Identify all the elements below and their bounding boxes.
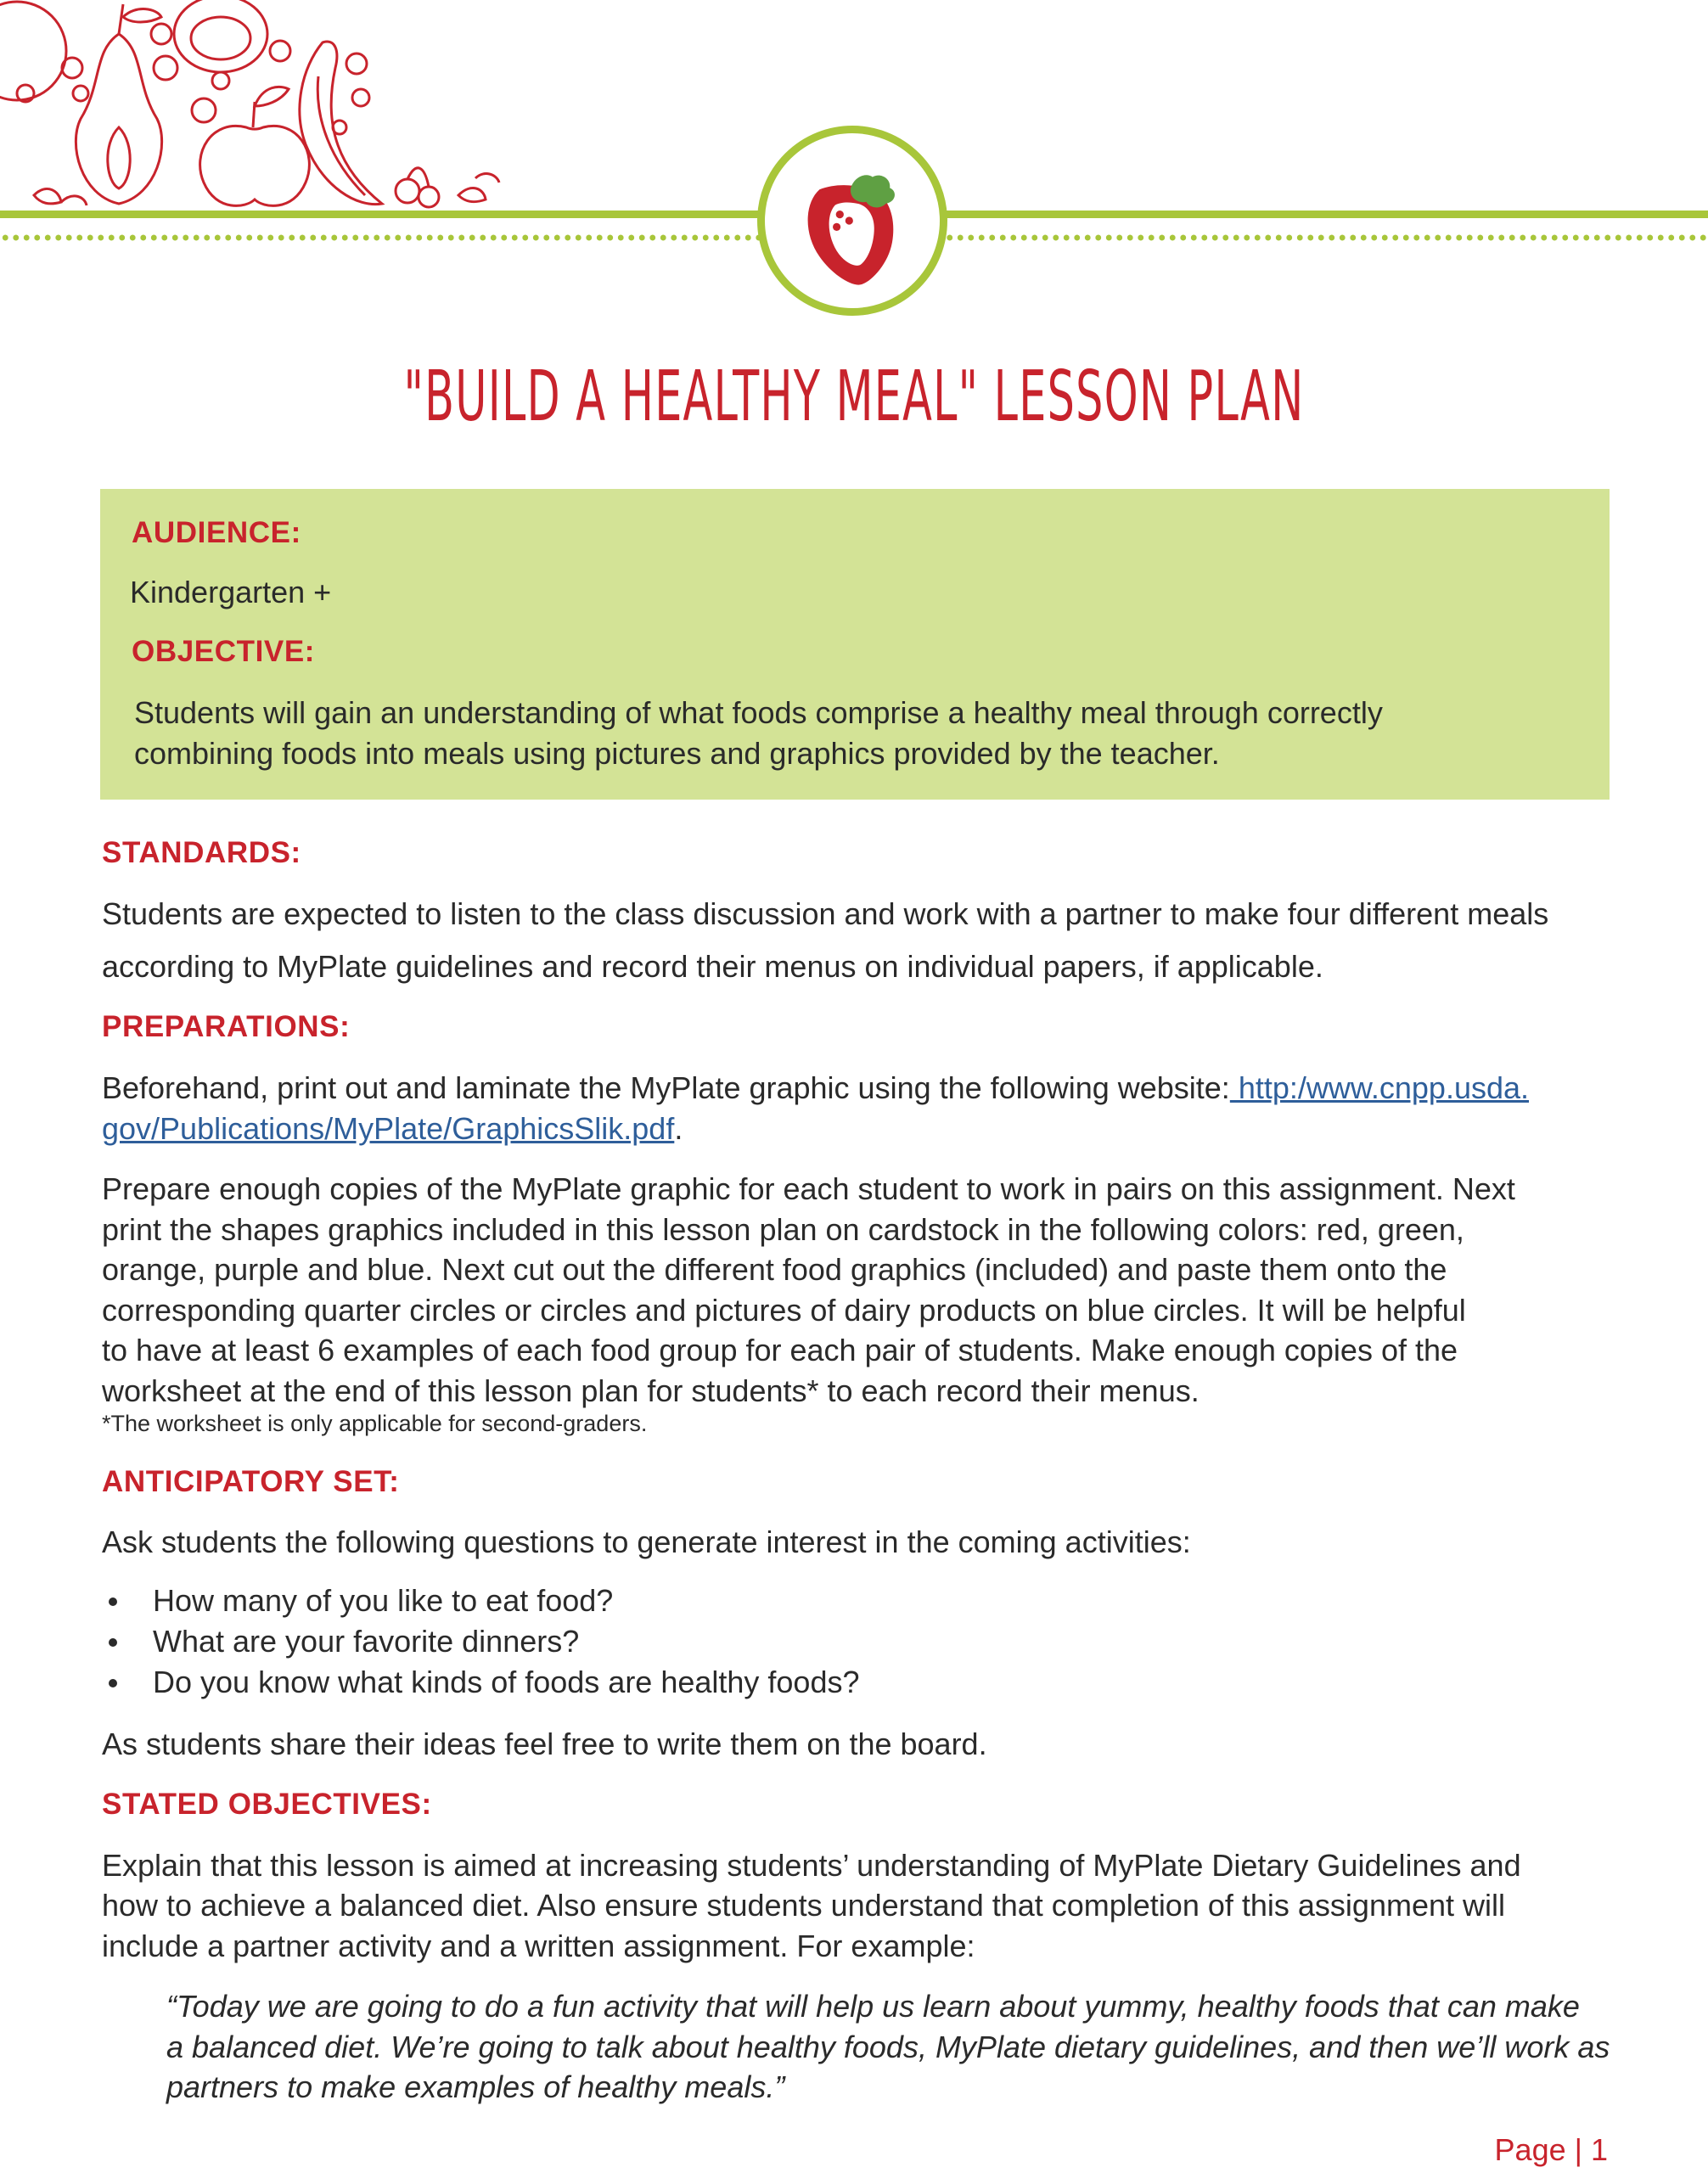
objective-label: OBJECTIVE:: [132, 635, 316, 668]
fruit-illustration-icon: [0, 0, 526, 221]
preparations-p2-line6: worksheet at the end of this lesson plan for students* to each record their menus.: [102, 1373, 1200, 1408]
stated-objectives-line3: include a partner activity and a written assignment. For example:: [102, 1929, 975, 1963]
list-item: How many of you like to eat food?: [102, 1581, 860, 1621]
anticipatory-set-label: ANTICIPATORY SET:: [102, 1465, 400, 1498]
preparations-link-line: [102, 1109, 683, 1149]
strawberry-logo: [757, 126, 947, 316]
preparations-label: PREPARATIONS:: [102, 1010, 351, 1043]
anticipatory-set-closing: As students share their ideas feel free to write them on the board.: [102, 1727, 987, 1761]
example-quote-line3: partners to make examples of healthy meals.”: [166, 2069, 785, 2104]
question-list: [102, 1581, 860, 1703]
example-quote-line1: “Today we are going to do a fun activity that will help us learn about yummy, healthy foods that can make: [166, 1989, 1580, 2024]
preparations-intro-text: Beforehand, print out and laminate the MyPlate graphic using the following website:: [102, 1070, 1230, 1105]
stated-objectives-line1: Explain that this lesson is aimed at increasing students’ understanding of MyPlate Dietary Guidelines and: [102, 1848, 1521, 1883]
audience-label: AUDIENCE:: [132, 516, 301, 549]
objective-text-line2: combining foods into meals using pictures and graphics provided by the teacher.: [134, 736, 1220, 771]
myplate-graphic-link-part1[interactable]: http:/www.cnpp.usda.: [1229, 1070, 1530, 1105]
page-title: "BUILD A HEALTHY MEAL" LESSON PLAN: [403, 357, 1305, 437]
strawberry-icon: [765, 133, 940, 308]
preparations-p2-line3: orange, purple and blue. Next cut out the different food graphics (included) and paste them onto the: [102, 1252, 1447, 1287]
standards-label: STANDARDS:: [102, 836, 301, 869]
preparations-p2-line4: corresponding quarter circles or circles and pictures of dairy products on blue circles. It will be helpful: [102, 1293, 1466, 1328]
myplate-graphic-link-part2[interactable]: gov/Publications/MyPlate/GraphicsSlik.pdf: [102, 1111, 675, 1146]
worksheet-footnote: *The worksheet is only applicable for second-graders.: [102, 1411, 648, 1436]
link-period: .: [674, 1111, 683, 1146]
standards-text-line2: according to MyPlate guidelines and record their menus on individual papers, if applicable.: [102, 949, 1323, 984]
list-item: What are your favorite dinners?: [102, 1621, 860, 1662]
preparations-p2-line5: to have at least 6 examples of each food group for each pair of students. Make enough copies of the: [102, 1333, 1458, 1367]
list-item: Do you know what kinds of foods are healthy foods?: [102, 1662, 860, 1703]
standards-text-line1: Students are expected to listen to the class discussion and work with a partner to make four different meals: [102, 896, 1549, 931]
example-quote-line2: a balanced diet. We’re going to talk about healthy foods, MyPlate dietary guidelines, and then we’ll work as: [166, 2030, 1610, 2064]
stated-objectives-line2: how to achieve a balanced diet. Also ensure students understand that completion of this assignment will: [102, 1888, 1505, 1923]
preparations-p2-line2: print the shapes graphics included in this lesson plan on cardstock in the following colors: red, green,: [102, 1212, 1464, 1247]
objective-text-line1: Students will gain an understanding of what foods comprise a healthy meal through correctly: [134, 695, 1383, 730]
preparations-intro: [102, 1068, 1529, 1109]
preparations-p2-line1: Prepare enough copies of the MyPlate graphic for each student to work in pairs on this assignment. Next: [102, 1171, 1515, 1206]
audience-text: Kindergarten +: [130, 575, 332, 609]
anticipatory-set-intro: Ask students the following questions to generate interest in the coming activities:: [102, 1524, 1191, 1559]
stated-objectives-label: STATED OBJECTIVES:: [102, 1788, 432, 1821]
page-number: Page | 1: [1494, 2132, 1608, 2167]
